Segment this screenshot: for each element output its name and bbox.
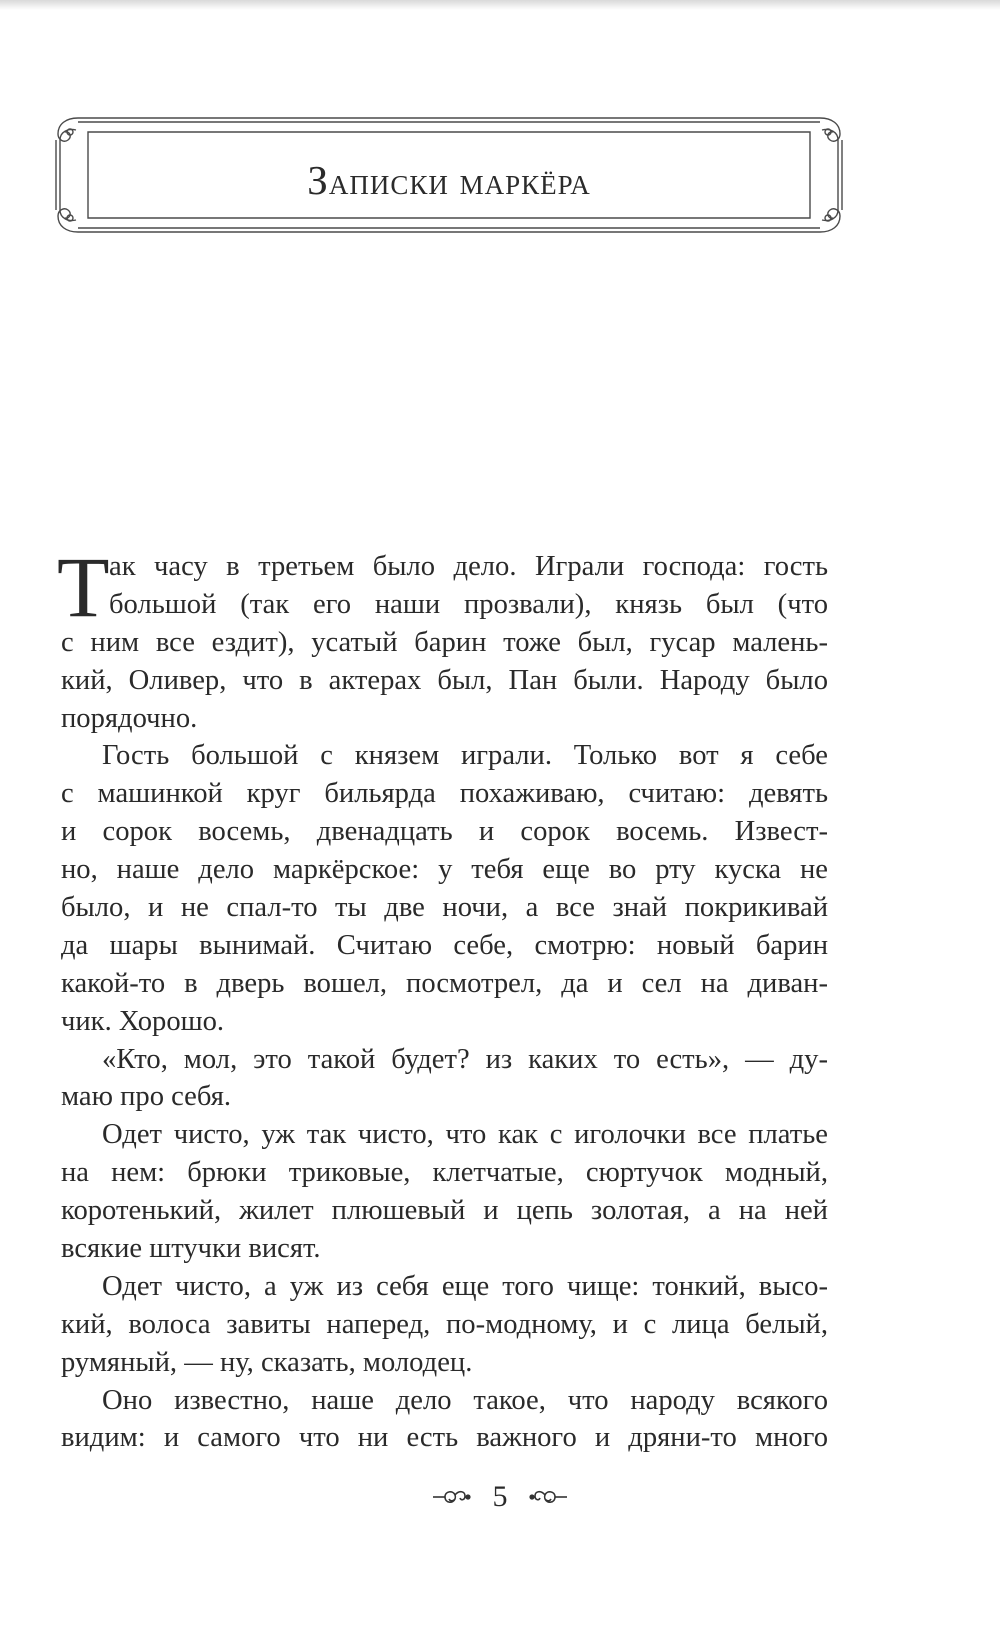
page-top-edge: [0, 0, 1000, 10]
text-line-16: Одет чисто, уж так чисто, что как с иголочки все платье: [102, 1119, 828, 1151]
text-line-6: Гость большой с князем играли. Только вот я себе: [102, 740, 828, 772]
text-line-10: было, и не спал-то ты две ночи, а все знай покрикивай: [61, 892, 828, 924]
text-line-14: «Кто, мол, это такой будет? из каких то есть», — ду-: [102, 1043, 828, 1075]
chapter-title-rest: аписки маркёра: [328, 160, 591, 203]
text-line-24: видим: и самого что ни есть важного и дряни-то много: [61, 1422, 828, 1454]
left-ornament-icon: [431, 1486, 471, 1508]
text-line-12: какой-то в дверь вошел, посмотрел, да и сел на диван-: [61, 967, 828, 999]
text-line-18: коротенький, жилет плюшевый и цепь золотая, а на ней: [61, 1195, 828, 1227]
text-line-22: румяный, — ну, сказать, молодец.: [61, 1346, 473, 1378]
text-line-4: кий, Оливер, что в актерах был, Пан были. Народу было: [61, 664, 828, 696]
drop-cap: Т: [57, 539, 110, 635]
chapter-title-first-letter: З: [307, 157, 329, 203]
text-line-3: с ним все ездит), усатый барин тоже был, гусар малень-: [61, 626, 828, 658]
chapter-title: [48, 156, 850, 204]
text-line-7: с машинкой круг бильярда похаживаю, считаю: девять: [61, 778, 828, 810]
text-line-11: да шары вынимай. Считаю себе, смотрю: новый барин: [61, 929, 828, 961]
text-line-23: Оно известно, наше дело такое, что народу всякого: [102, 1384, 828, 1416]
text-line-21: кий, волоса завиты наперед, по-модному, и с лица белый,: [61, 1308, 828, 1340]
page-number: 5: [492, 1480, 508, 1514]
text-line-1-content: ак часу в третьем было дело. Играли господа: гость: [109, 551, 828, 582]
text-line-19: всякие штучки висят.: [61, 1233, 321, 1265]
text-line-17: на нем: брюки триковые, клетчатые, сюртучок модный,: [61, 1157, 828, 1189]
text-line-5: порядочно.: [61, 702, 198, 734]
right-ornament-icon: [529, 1486, 569, 1508]
text-line-8: и сорок восемь, двенадцать и сорок восемь. Извест-: [61, 816, 828, 848]
text-line-20: Одет чисто, а уж из себя еще того чище: тонкий, высо-: [102, 1270, 828, 1302]
text-line-2: большой (так его наши прозвали), князь был (что: [109, 588, 828, 620]
text-line-13: чик. Хорошо.: [61, 1005, 225, 1037]
chapter-title-frame: [48, 110, 850, 240]
chapter-body-text: [57, 539, 828, 1457]
page-footer: [0, 1478, 1000, 1518]
text-line-9: но, наше дело маркёрское: у тебя еще во рту куска не: [61, 854, 828, 886]
text-line-15: маю про себя.: [61, 1081, 232, 1113]
